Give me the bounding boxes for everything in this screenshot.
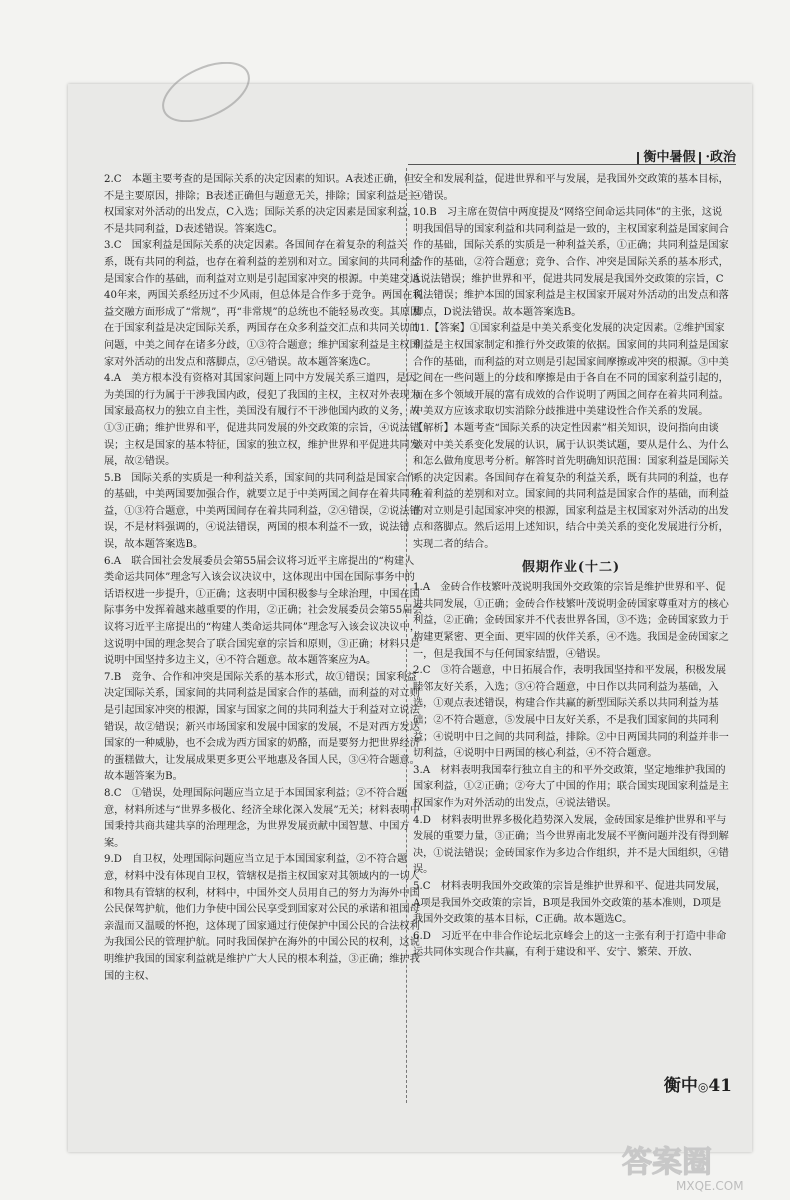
answer-3: 3.C 国家利益是国际关系的决定因素。各国间存在着复杂的利益关系，既有共同的利益，也存在着利益的差别和对立。国家间的共同利益是国家合作的基础，而利益对立则是引起国家冲突的根源。中美建交近40年来，两国关系经历过不少风雨，但总体是合作多于竞争。两国在利益交融方面形成了“常规”，再“非常规”的总统也不能轻易改变。其原因在于国家利益是决定国际关系，两国存在众多利益交汇点和共同关切的问题，中美之间存在诸多分歧，①③符合题意；维护国家利益是主权国家对外活动的出发点和落脚点，②④错误。故本题答案选C。 bbox=[104, 240, 423, 368]
section-title: 假期作业(十二) bbox=[521, 559, 621, 575]
answer-10: 10.B 习主席在贺信中两度提及“网络空间命运共同体”的主张，这说明我国倡导的国家利益和共同利益是一致的，主权国家利益是国家间合作的基础，国际关系的实质是一种利益关系，①正确；共同利益是国家合作的基础，②符合题意；竞争、合作、冲突是国际关系的基本形式，A说法错误；维护世界和平，促进共同发展是我国外交政策的宗旨，C说法错误；维护本国的国家利益是主权国家开展对外活动的出发点和落脚点，D说法错误。故本题答案选B。 bbox=[413, 207, 729, 318]
watermark-text: 答案圈 bbox=[622, 1145, 712, 1180]
answer-6: 6.A 联合国社会发展委员会第55届会议将习近平主席提出的“构建人类命运共同体”理念写入该会议决议中，这体现出中国在国际事务中的话语权进一步提升，①正确；这表明中国积极参与全球治理，中国在国际事务中发挥着越来越重要的作用，②正确；社会发展委员会第55届会议将习近平主席提出的“构建人类命运共同体”理念写入该会议决议中，这说明中国的理念契合了联合国宪章的宗旨和原则，③正确；材料只是说明中国坚持多边主义，④不符合题意。故本题答案应为A。 bbox=[104, 555, 423, 667]
watermark-url: MXQE.COM bbox=[676, 1179, 744, 1193]
header-subject: 政治 bbox=[709, 150, 736, 165]
hw12-answer-2: 2.C ③符合题意，中日拓展合作，表明我国坚持和平发展，积极发展睦邻友好关系，入选；③④符合题意，中日作以共同利益为基础，入选，①观点表述错误，构建合作共赢的新型国际关系以共同利益为基础；②不符合题意，⑤发展中日友好关系，不是我们国家间的共同利益；④说明中日之间的共同利益，排除。②中日两国共同的利益并非一切利益，④说明中日两国的核心利益，④不符合题意。 bbox=[413, 665, 729, 760]
answer-11: 11.【答案】①国家利益是中美关系变化发展的决定因素。②维护国家利益是主权国家制定和推行外交政策的依据。国家间的共同利益是国家合作的基础，而利益的对立则是引起国家间摩擦或冲突的根源。③中美之间在一些问题上的分歧和摩擦是由于各自在不同的国家利益引起的，而在多个领域开展的富有成效的合作说明了两国之间存在着共同利益。中美双方应该求取切实消除分歧推进中美建设性合作关系的发展。 bbox=[413, 323, 729, 418]
answer-4: 4.A 美方根本没有资格对其国家问题上同中方发展关系三道四，是因为美国的行为属于干涉我国内政，侵犯了我国的主权，主权对外表现为国家最高权力的独立自主性，美国没有履行不干涉他国内政的义务，故①③正确；维护世界和平，促进共同发展的外交政策的宗旨，④说法错误；主权是国家的基本特征，国家的独立权，维护世界和平促进共同发展，故②错误。 bbox=[104, 373, 420, 468]
answer-2: 2.C 本题主要考查的是国际关系的决定因素的知识。A表述正确，但不是主要原因，排除；B表述正确但与题意无关，排除；国家利益是主权国家对外活动的出发点，C入选；国际关系的决定因素是国家利益，不是共同利益，D表述错误。答案选C。 bbox=[104, 174, 418, 235]
hw12-answer-4: 4.D 材料表明世界多极化趋势深入发展，金砖国家是维护世界和平与发展的重要力量，③正确；当今世界南北发展不平衡问题并没有得到解决，①说法错误；金砖国家作为多边合作组织，并不是大国组织，④错误。 bbox=[413, 814, 729, 876]
left-column bbox=[104, 172, 424, 985]
site-watermark-logo bbox=[614, 1138, 784, 1194]
header-bar-right bbox=[699, 152, 701, 164]
footer-brand: 衡中 bbox=[663, 1076, 698, 1096]
header-bar-left bbox=[637, 152, 639, 164]
answer-9-continued: 安全和发展利益，促进世界和平与发展，是我国外交政策的基本目标，④错误。 bbox=[413, 174, 729, 202]
analysis-11: 【解析】本题考查“国际关系的决定性因素”相关知识，设问指向由谈谈对中美关系变化发展的认识，属于认识类试题，要从是什么、为什么和怎么做角度思考分析。解答时首先明确知识范围：国家利益是国际关系的决定因素。各国间存在着复杂的利益关系，既有共同的利益，也存在着利益的差别和对立。国家间的共同利益是国家合作的基础，而利益的对立则是引起国家冲突的根源，国家利益是主权国家对外活动的出发点和落脚点。然后运用上述知识，结合中美关系的变化发展进行分析，实现二者的结合。 bbox=[413, 422, 729, 551]
hw12-answer-5: 5.C 材料表明我国外交政策的宗旨是维护世界和平、促进共同发展，A项是我国外交政策的宗旨，B项是我国外交政策的基本准则，D项是我国外交政策的基本目标，C正确。故本题选C。 bbox=[413, 880, 726, 926]
page-footer bbox=[664, 1071, 732, 1096]
hw12-answer-6: 6.D 习近平在中非合作论坛北京峰会上的这一主张有利于打造中非命运共同体实现合作共赢，有利于建设和平、安宁、繁荣、开放、 bbox=[413, 930, 727, 959]
page-header: 衡中暑假 ·政治 bbox=[633, 146, 736, 165]
hw12-answer-1: 1.A 金砖合作枝繁叶茂说明我国外交政策的宗旨是维护世界和平、促进共同发展，①正确；金砖合作枝繁叶茂说明金砖国家尊重对方的核心利益，②正确；金砖国家并不代表世界各国，③不选；金砖国家致力于构建更紧密、更全面、更牢固的伙伴关系，④不选。我国是金砖国家之一，但是我国不与任何国家结盟，④错误。 bbox=[413, 582, 729, 660]
answer-7: 7.B 竞争、合作和冲突是国际关系的基本形式，故①错误；国家利益决定国际关系，国家间的共同利益是国家合作的基础，而利益的对立则是引起国家冲突的根源，国家与国家之间的共同利益大于利益对立说法错误，故②错误；新兴市场国家和发展中国家的发展，不是对西方发达国家的一种威胁，也不会成为西方国家的奶酪，而是要努力把世界经济的蛋糕做大，让发展成果更多更公平地惠及各国人民，③④符合题意。故本题答案为B。 bbox=[104, 671, 420, 783]
hw12-answer-3: 3.A 材料表明我国奉行独立自主的和平外交政策，坚定地维护我国的国家利益，①②正确；②夸大了中国的作用；联合国实现国家利益是主权国家作为对外活动的出发点，④说法错误。 bbox=[413, 764, 729, 809]
answer-9: 9.D 自卫权，处理国际问题应当立足于本国国家利益，②不符合题意，材料中没有体现自卫权，管辖权是指主权国家对其领域内的一切人和物具有管辖的权利，材料中，中国外交人员用自己的努力为海外中国公民保驾护航，他们力争使中国公民享受到国家对公民的承诺和祖国母亲温而又温暖的怀抱，这体现了国家通过行使保护中国公民的合法权利为我国公民的管理护航。同时我国保护在海外的中国公民的权利，这说明维护我国的国家利益就是维护广大人民的根本利益，③正确；维护我国的主权、 bbox=[104, 854, 420, 982]
right-column bbox=[413, 172, 729, 962]
footer-circle-icon: ◎ bbox=[697, 1080, 709, 1094]
answer-5: 5.B 国际关系的实质是一种利益关系，国家间的共同利益是国家合作的基础，中美两国要加强合作，就要立足于中美两国之间存在着共同利益，①③符合题意，中美两国间存在着共同利益，②④错误，②说法错误，不是材料强调的，④说法错误，两国的根本利益不一致，说法错误，故本题答案选B。 bbox=[104, 472, 420, 551]
document-sheet bbox=[68, 84, 752, 1152]
header-brand: 衡中暑假 bbox=[643, 150, 696, 165]
header-rule bbox=[408, 164, 736, 165]
page-number: 41 bbox=[708, 1076, 732, 1096]
answer-8: 8.C ①错误，处理国际问题应当立足于本国国家利益；②不符合题意，材料所述与“世界多极化、经济全球化深入发展”无关；材料表明中国秉持共商共建共享的治理理念，为世界发展贡献中国智慧、中国方案。 bbox=[104, 787, 421, 849]
watermark-stamp bbox=[156, 62, 256, 122]
